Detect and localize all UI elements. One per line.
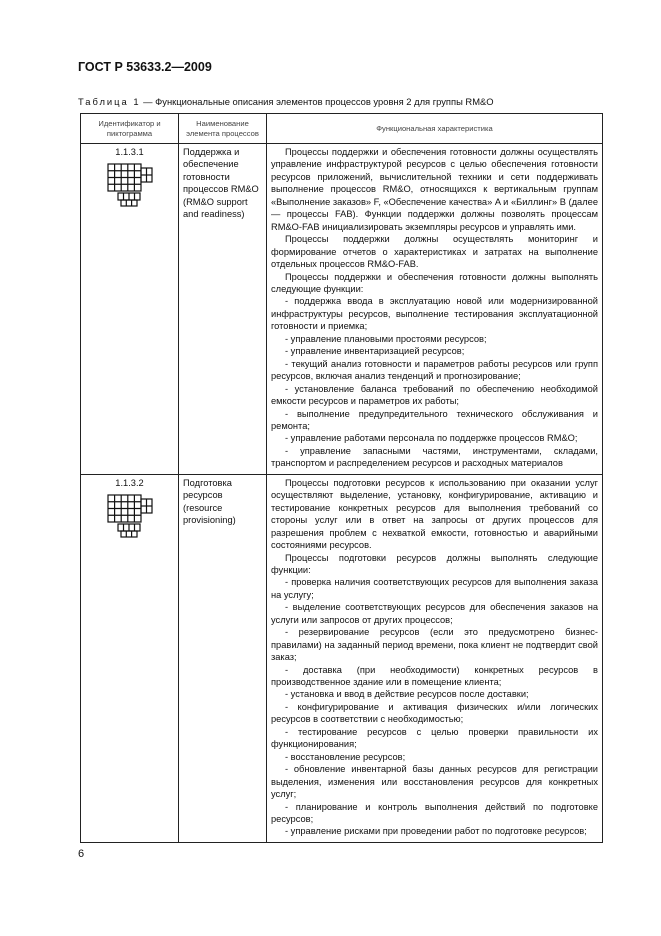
row-description-cell xyxy=(267,144,603,475)
process-grid-icon xyxy=(107,163,153,207)
page-number: 6 xyxy=(78,848,85,860)
function-list-item: - текущий анализ готовности и параметров работы ресурсов или групп ресурсов, включая анализ тенденций и прогнозирование; xyxy=(271,358,598,382)
description-paragraph: Процессы поддержки и обеспечения готовности должны выполнять следующие функции: xyxy=(271,271,598,294)
row-name-cell: Поддержка и обеспечение готовности процессов RM&O (RM&O support and readiness) xyxy=(179,144,267,475)
row-identifier: 1.1.3.2 xyxy=(115,477,144,488)
header-id: Идентификатор и пиктограмма xyxy=(81,114,179,144)
table-caption-label: Таблица 1 xyxy=(78,96,141,107)
process-grid-icon xyxy=(107,494,153,538)
header-description: Функциональная характеристика xyxy=(267,114,603,144)
function-list-item: - установление баланса требований по обеспечению необходимой емкости ресурсов и параметров их работы; xyxy=(271,383,598,407)
function-list-item: - выделение соответствующих ресурсов для обеспечения заказов на услуги или запросов от других процессов; xyxy=(271,602,598,625)
description-paragraph: Процессы поддержки и обеспечения готовности должны осуществлять управление инфраструктурой ресурсов с целью обеспечения готовности ресурсов приложений, вычислительной техники и сети поддерживать выполнение процессов RM&O, относящихся к вертикальным группам «Выполнение заказов» F, «Обеспечение качества» A и «Биллинг» B (далее — процессы FAB). Функции поддержки должны позволять процессам RM&O-FAB инициализировать экземпляры ресурсов и управлять ими. xyxy=(271,147,598,232)
description-paragraph: Процессы подготовки ресурсов к использованию при оказании услуг осуществляют выделение, установку, конфигурирование, активацию и тестирование конкретных ресурсов для выполнения требований со стороны услуг или в ответ на запросы от других процессов для разрешения проблем с нехваткой емкости, готовностью и аварийными состояниями ресурсов. xyxy=(271,477,598,551)
table-header-row xyxy=(81,114,603,144)
function-list-item: - выполнение предупредительного технического обслуживания и ремонта; xyxy=(271,408,598,431)
function-list-item: - управление рисками при проведении работ по подготовке ресурсов; xyxy=(285,826,587,837)
row-identifier: 1.1.3.1 xyxy=(115,147,144,157)
function-list-item: - обновление инвентарной базы данных ресурсов для регистрации выделения, изменения или восстановления ресурсов для конкретных услуг; xyxy=(271,764,598,800)
function-list-item: - управление инвентаризацией ресурсов; xyxy=(285,346,465,357)
description-paragraph: Процессы подготовки ресурсов должны выполнять следующие функции: xyxy=(271,552,598,575)
function-list-item: - проверка наличия соответствующих ресурсов для выполнения заказа на услугу; xyxy=(271,577,598,600)
function-list-item: - резервирование ресурсов (если это предусмотрено бизнес-правилами) на заданный период времени, пока клиент не подтвердит свой заказ; xyxy=(271,627,598,663)
document-header: ГОСТ Р 53633.2—2009 xyxy=(78,60,212,74)
function-list-item: - управление запасными частями, инструментами, складами, транспортом и распределением ресурсов и расходных материалов xyxy=(271,445,598,469)
row-id-cell xyxy=(81,474,179,842)
function-list-item: - управление работами персонала по поддержке процессов RM&O; xyxy=(285,433,578,444)
function-list-item: - тестирование ресурсов с целью проверки правильности их функционирования; xyxy=(271,726,598,750)
function-list-item: - планирование и контроль выполнения действий по подготовке ресурсов; xyxy=(271,801,598,825)
row-description-cell xyxy=(267,474,603,842)
function-list-item: - восстановление ресурсов; xyxy=(285,751,406,762)
table-caption-text: — Функциональные описания элементов процессов уровня 2 для группы RM&O xyxy=(140,96,494,107)
description-paragraph: Процессы поддержки должны осуществлять мониторинг и формирование отчетов о характеристиках и затратах на выполнение отдельных процессов RM&O-FAB. xyxy=(271,234,598,270)
table-caption xyxy=(78,96,494,107)
function-list-item: - управление плановыми простоями ресурсов; xyxy=(285,333,487,344)
table-row xyxy=(81,144,603,475)
header-name: Наименование элемента процессов xyxy=(179,114,267,144)
process-table xyxy=(80,113,603,843)
row-name-cell: Подготовка ресурсов (resource provisioning) xyxy=(179,474,267,842)
function-list-item: - доставка (при необходимости) конкретных ресурсов в производственное здание или в помещение клиента; xyxy=(271,664,598,688)
function-list-item: - конфигурирование и активация физических и/или логических ресурсов в соответствии с необходимостью; xyxy=(271,701,598,725)
row-id-cell xyxy=(81,144,179,475)
table-row xyxy=(81,474,603,842)
function-list-item: - поддержка ввода в эксплуатацию новой или модернизированной инфраструктуры ресурсов, выполнение тестирования эксплуатационной готовности и приемка; xyxy=(271,296,598,332)
function-list-item: - установка и ввод в действие ресурсов после доставки; xyxy=(285,689,529,700)
